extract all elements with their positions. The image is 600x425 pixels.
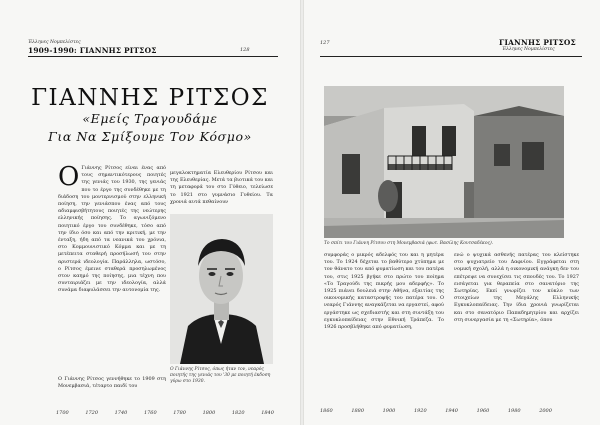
text-column-1	[58, 165, 166, 377]
timeline-year: 1820	[231, 410, 245, 416]
timeline-year: 1780	[173, 410, 186, 416]
portrait-illustration	[170, 214, 273, 364]
page-number: 127	[320, 40, 330, 46]
timeline-year: 1900	[382, 408, 396, 414]
drop-cap: Ο	[58, 165, 80, 192]
portrait-caption: Ο Γιάννης Ρίτσος, όπως ήταν τον, νεαρός ποιητής της γενιάς του '30 με ποιητή έκδοση γύρω στο 1930.	[170, 367, 271, 384]
timeline-year: 1720	[85, 410, 99, 416]
house-photo	[324, 86, 564, 238]
timeline-year: 1940	[445, 408, 458, 414]
timeline-year: 1800	[202, 410, 216, 416]
timeline-year: 1880	[351, 408, 365, 414]
timeline-right	[320, 408, 552, 414]
header-series-label: Έλληνες Νομπελίστες	[28, 40, 81, 45]
subtitle-line-2: Για Να Σμίξουμε Τον Κόσμο»	[48, 129, 252, 144]
house-illustration	[324, 86, 564, 238]
timeline-year: 2000	[539, 408, 552, 414]
header-rule	[320, 56, 582, 57]
timeline-year: 1760	[143, 410, 157, 416]
timeline-year: 1960	[476, 408, 490, 414]
header-title: 1909-1990: ΓΙΑΝΝΗΣ ΡΙΤΣΟΣ	[28, 46, 157, 55]
timeline-year: 1920	[413, 408, 427, 414]
text-column-1: συμφοράς ο μικρός αδελφός του και η μητέρα του. Το 1924 δέχεται το βαθύτερο χτύπημα με τον θάνατο του από φυματίωση και του πατέρα του, στις 1925 βγήκε στο πρώτο του ποίημα «Το Τραγούδι της πικρής μου αδερφής». Το 1925 πιάνει δουλειά στην Αθήνα, εξαιτίας της οικονομικής καταστροφής του πατέρα του. Ο νεαρός Γιάννης αναγκάζεται να εργαστεί, αφού εργάστηκε ως σχεδιαστής και στη συντάξη του εγκυκλοπαίδειας στην Εθνική Τράπεζα. Το 1926 προσβλήθηκε από φυματίωση,	[324, 252, 444, 331]
timeline-year: 1840	[261, 410, 274, 416]
header-series-label: Έλληνες Νομπελίστες	[502, 47, 555, 52]
timeline-left	[56, 410, 274, 416]
page-title: ΓΙΑΝΝΗΣ ΡΙΤΣΟΣ	[31, 85, 269, 111]
portrait-photo	[170, 214, 273, 364]
subtitle-line-1: «Εμείς Τραγουδάμε	[82, 111, 218, 126]
text-column-2: μεγαλοκτηματία Ελευθερίου Ρίτσου και της Ελευθερίας. Μετά τα βιοτικά του και τη μεταφορά του στο Γύθειο, τελείωσε το 1921 στο γυμνάσιο Γυθείου. Τα χρονιά αυτά πεθαίνουν	[170, 170, 273, 205]
right-page	[304, 0, 600, 425]
column-1-text: Γιάννης Ρίτσος είναι ένας από τους σημαντικότερους ποιητές της γενιάς του 1930, της γενιάς που το έργο της συνδέθηκε με τη διάδοση του μοντερνισμού στην ελληνική ποίηση, την γενιάσπου ένας από τους αδιαμφισβήτητους ποιητές της νεώτερης ελληνικής ποίησης. Το αγωνιζόμενο ποιητικό έργο του συνδέθηκε, τόσο από την ίδιο όσο και από την κριτική, με την ένταξη, ήδη από τα νεανικά του χρόνια, στο Κομμουνιστικό Κόμμα και με τη μετέπειτα σταθερή προσήλωσή του στην αριστερά ιδεολογία. Παράλληλα, ωστόσο, ο Ρίτσος έμεινε σταθερά προσηλωμένος στον καημό της ποίησης, μια τέχνη που συνταιριάζει με την ιδεολογία, αλλά συνάμα διαφυλάσσει την αυτονομία της.	[58, 165, 166, 294]
page-number: 128	[240, 47, 250, 53]
timeline-year: 1700	[56, 410, 69, 416]
header-title: ΓΙΑΝΝΗΣ ΡΙΤΣΟΣ	[499, 38, 576, 47]
text-column-1-end: Ο Γιάννης Ρίτσος γεννήθηκε το 1909 στη Μονεμβασιά, τέταρτο παιδί του	[58, 376, 166, 390]
house-caption: Το σπίτι του Γιάννη Ρίτσου στη Μονεμβασιά (φωτ. Βασίλης Κουτσαδέκος).	[324, 241, 494, 246]
header-rule	[28, 56, 278, 57]
text-column-2: ενώ ο ψυχικά ασθενής πατέρας του κλείστηκε στο ψυχιατρείο του Δαφνίου. Εγγράφεται στη νομική σχολή, αλλά η οικονομική ανάγκη δεν του επέτρεψε να συνεχίσει τις σπουδές του. Το 1927 εισάγεται για θεραπεία στο σανατόριο της Σωτηρίας. Εκεί γνωρίζει τον κύκλο των στοιχείων της Μεγάλης Ελληνικής Εγκυκλοπαίδειας. Την ίδια χρονιά γνωρίζεται και στο σανατόριο Παπαδημητρίου και αρχίζει στη συνεργασία με τη «Σωτηρία», όπου	[454, 252, 579, 323]
timeline-year: 1740	[114, 410, 128, 416]
timeline-year: 1980	[507, 408, 521, 414]
timeline-year: 1860	[320, 408, 333, 414]
